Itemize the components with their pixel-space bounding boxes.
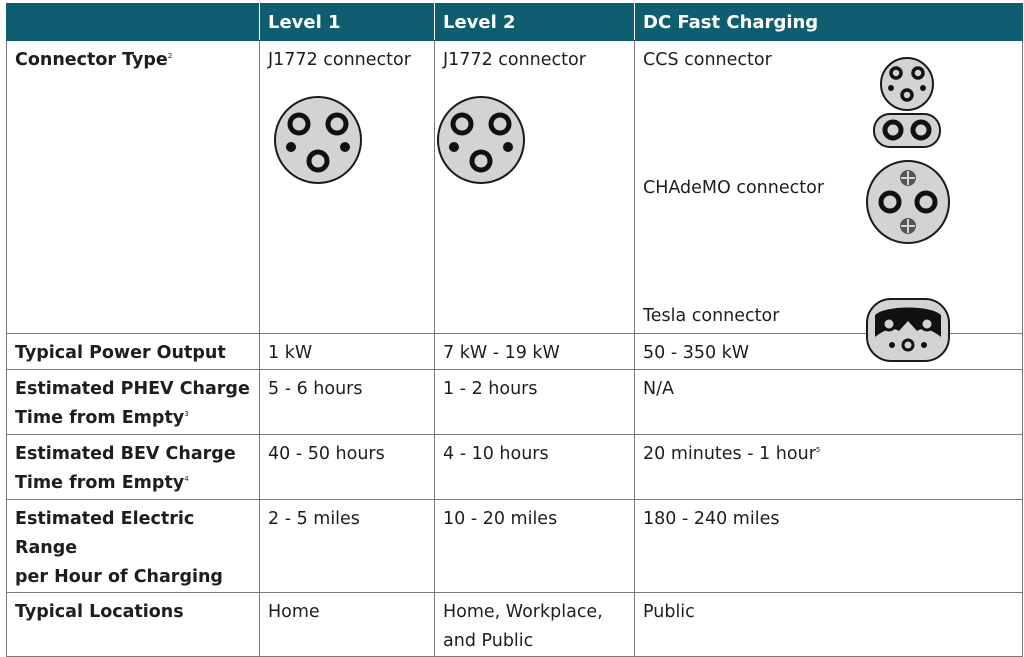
cell-dc-range: 180 - 240 miles (635, 500, 1023, 593)
header-empty-cell (7, 4, 260, 41)
cell-dc-phev: N/A (635, 370, 1023, 435)
j1772-connector-icon (435, 94, 527, 186)
tesla-connector-icon (865, 297, 951, 363)
chademo-connector-icon (865, 159, 951, 245)
table-header-row (7, 4, 1023, 41)
cell-level2-connector (435, 41, 635, 334)
footnote-marker: 4 (184, 475, 189, 484)
cell-dc-power: 50 - 350 kW (635, 334, 1023, 370)
cell-dc-locations: Public (635, 593, 1023, 657)
cell-level2-phev: 1 - 2 hours (435, 370, 635, 435)
cell-level1-bev: 40 - 50 hours (260, 435, 435, 500)
ccs-connector-icon (871, 57, 943, 149)
row-label-typical-locations: Typical Locations (7, 593, 260, 657)
row-label-bev-charge-time: Estimated BEV Charge Time from Empty$^4$ (7, 435, 260, 500)
table-row-electric-range (7, 500, 1023, 593)
header-level-1: Level 1 (260, 4, 435, 41)
cell-level1-range: 2 - 5 miles (260, 500, 435, 593)
cell-level2-bev: 4 - 10 hours (435, 435, 635, 500)
cell-level1-connector (260, 41, 435, 334)
ccs-connector-label: CCS connector (643, 50, 772, 70)
cell-level1-phev: 5 - 6 hours (260, 370, 435, 435)
cell-dc-connectors (635, 41, 1023, 334)
connector-label: J1772 connector (443, 50, 586, 70)
table-row-typical-locations (7, 593, 1023, 657)
row-label-electric-range: Estimated Electric Range per Hour of Charging (7, 500, 260, 593)
table-row-bev-charge-time (7, 435, 1023, 500)
footnote-marker: 2 (167, 52, 173, 61)
tesla-connector-label: Tesla connector (643, 306, 780, 326)
cell-level1-power: 1 kW (260, 334, 435, 370)
j1772-connector-icon (272, 94, 364, 186)
cell-level1-locations: Home (260, 593, 435, 657)
table-row-connector-type (7, 41, 1023, 334)
row-label-power-output: Typical Power Output (7, 334, 260, 370)
cell-dc-bev: 20 minutes - 1 hour$^5$ (635, 435, 1023, 500)
cell-level2-range: 10 - 20 miles (435, 500, 635, 593)
row-label-phev-charge-time: Estimated PHEV Charge Time from Empty$^3$ (7, 370, 260, 435)
table-row-phev-charge-time (7, 370, 1023, 435)
chademo-connector-label: CHAdeMO connector (643, 178, 825, 198)
footnote-marker: 3 (184, 410, 189, 419)
header-level-2: Level 2 (435, 4, 635, 41)
connector-label: J1772 connector (268, 50, 411, 70)
header-dc-fast-charging: DC Fast Charging (635, 4, 1023, 41)
footnote-marker: 5 (815, 446, 821, 455)
row-label-connector-type: Connector Type$^2$ (7, 41, 260, 334)
cell-level2-locations: Home, Workplace, and Public (435, 593, 635, 657)
cell-level2-power: 7 kW - 19 kW (435, 334, 635, 370)
ev-charging-comparison-table (6, 3, 1023, 657)
